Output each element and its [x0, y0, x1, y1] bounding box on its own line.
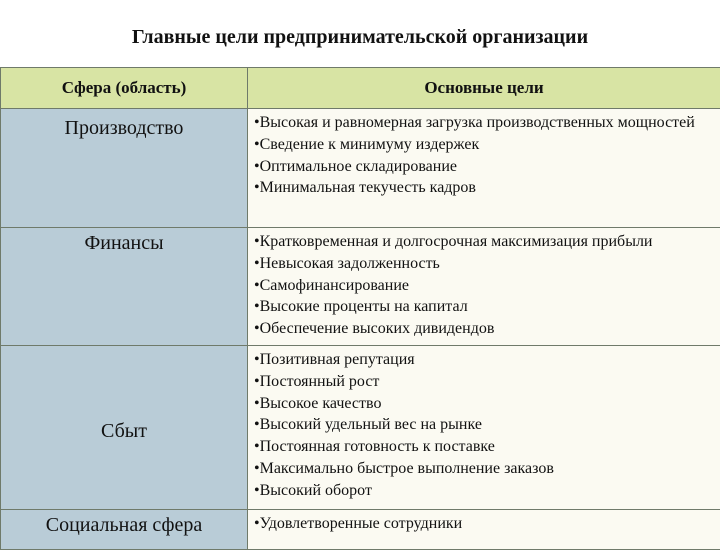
- sphere-label: Социальная сфера: [1, 510, 247, 537]
- table-row-sales: [1, 345, 720, 509]
- goal-item: •Сведение к минимуму издержек: [254, 134, 714, 156]
- page-title: Главные цели предпринимательской организации: [0, 26, 720, 49]
- goal-item: •Постоянная готовность к поставке: [254, 436, 714, 458]
- goals-cell: [248, 509, 720, 549]
- column-header-sphere: Сфера (область): [1, 68, 248, 109]
- table-row-finance: [1, 228, 720, 346]
- goal-item: •Удовлетворенные сотрудники: [254, 513, 714, 535]
- column-header-goals: Основные цели: [248, 68, 720, 109]
- sphere-label: Сбыт: [1, 412, 247, 443]
- goal-item: •Высокая и равномерная загрузка производственных мощностей: [254, 112, 714, 134]
- goals-cell: [248, 109, 720, 228]
- goals-table: [0, 67, 720, 550]
- goal-item: •Кратковременная и долгосрочная максимизация прибыли: [254, 231, 714, 253]
- sphere-cell: [1, 509, 248, 549]
- goals-cell: [248, 228, 720, 346]
- goal-list: [254, 231, 714, 340]
- sphere-cell: [1, 345, 248, 509]
- goal-list: [254, 513, 714, 535]
- goal-item: •Высокое качество: [254, 393, 714, 415]
- goal-item: •Максимально быстрое выполнение заказов: [254, 458, 714, 480]
- sphere-label: Производство: [1, 109, 247, 140]
- table-row-social: [1, 509, 720, 549]
- goal-item: •Невысокая задолженность: [254, 253, 714, 275]
- table-row-production: [1, 109, 720, 228]
- goal-item: •Высокие проценты на капитал: [254, 296, 714, 318]
- sphere-cell: [1, 109, 248, 228]
- goal-list: [254, 349, 714, 502]
- goal-item: •Минимальная текучесть кадров: [254, 177, 714, 199]
- goal-item: •Оптимальное складирование: [254, 156, 714, 178]
- goal-item: •Высокий удельный вес на рынке: [254, 414, 714, 436]
- sphere-cell: [1, 228, 248, 346]
- goal-item: •Высокий оборот: [254, 480, 714, 502]
- table-header-row: [1, 68, 720, 109]
- goals-cell: [248, 345, 720, 509]
- goal-item: •Постоянный рост: [254, 371, 714, 393]
- goal-list: [254, 112, 714, 199]
- goal-item: •Позитивная репутация: [254, 349, 714, 371]
- sphere-label: Финансы: [1, 228, 247, 255]
- goal-item: •Самофинансирование: [254, 275, 714, 297]
- goal-item: •Обеспечение высоких дивидендов: [254, 318, 714, 340]
